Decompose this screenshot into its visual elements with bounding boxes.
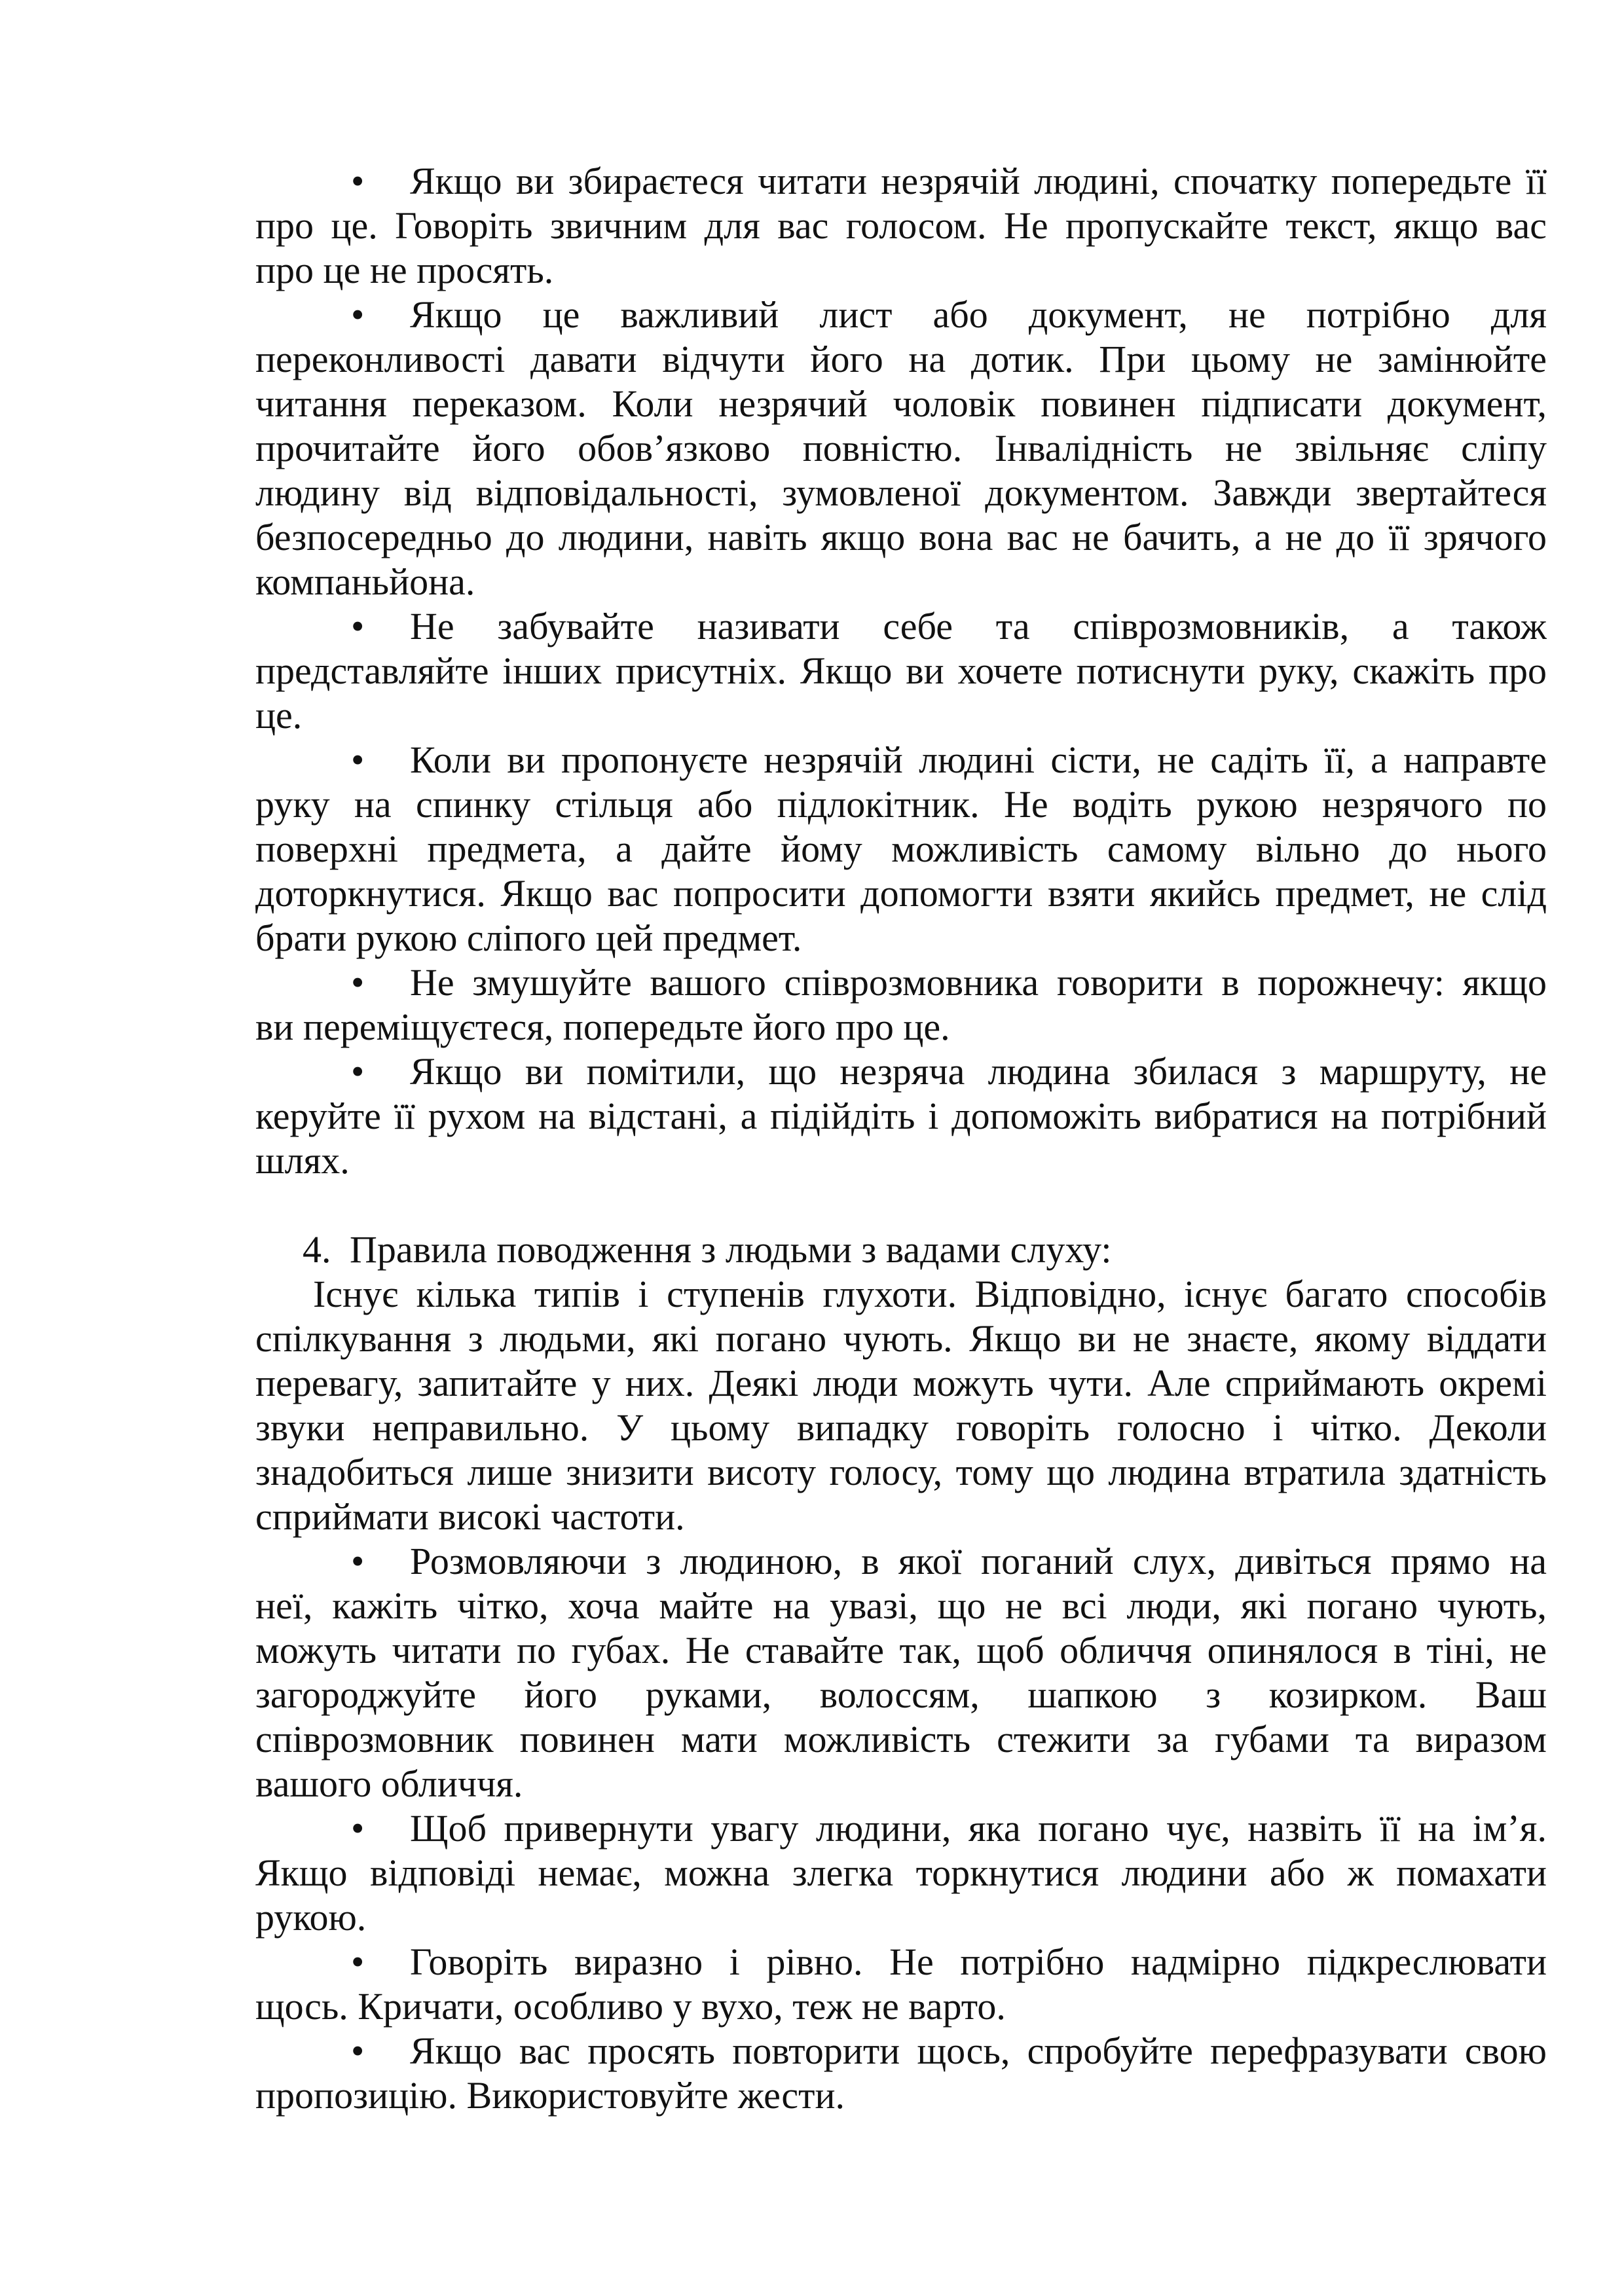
bullet-marker: • — [351, 605, 365, 647]
line-text: переконливості давати відчути його на дотик. При цьому не замінюйте — [255, 338, 1547, 380]
bullet-marker: • — [351, 1050, 365, 1093]
text-line — [255, 1851, 1547, 1895]
line-text: керуйте її рухом на відстані, а підійдіть і допоможіть вибратися на потрібний — [255, 1095, 1547, 1137]
line-text: Якщо ви помітили, що незряча людина збилася з маршруту, не — [410, 1050, 1547, 1093]
line-text: перевагу, запитайте у них. Деякі люди можуть чути. Але сприймають окремі — [255, 1362, 1547, 1404]
line-text: Існує кілька типів і ступенів глухоти. Відповідно, існує багато способів — [313, 1273, 1547, 1315]
text-line — [255, 1406, 1547, 1450]
text-line — [255, 337, 1547, 382]
text-line — [255, 293, 1547, 337]
bullet-marker: • — [351, 961, 365, 1004]
line-text: читання переказом. Коли незрячий чоловік повинен підписати документ, — [255, 382, 1547, 425]
line-text: шлях. — [255, 1139, 350, 1182]
bullet-item — [255, 738, 1547, 960]
bullet-item — [255, 159, 1547, 293]
line-text: про це не просять. — [255, 249, 554, 291]
text-line — [255, 1673, 1547, 1717]
line-text: руку на спинку стільця або підлокітник. Не водіть рукою незрячого по — [255, 783, 1547, 826]
line-text: безпосередньо до людини, навіть якщо вона вас не бачить, а не до її зрячого — [255, 516, 1547, 558]
text-line — [255, 1806, 1547, 1851]
text-line — [255, 738, 1547, 782]
text-line — [255, 1139, 1547, 1183]
line-text: рукою. — [255, 1896, 367, 1939]
line-text: Не змушуйте вашого співрозмовника говорити в порожнечу: якщо — [410, 961, 1547, 1004]
line-text: пропозицію. Використовуйте жести. — [255, 2074, 845, 2117]
line-text: Якщо відповіді немає, можна злегка торкнутися людини або ж помахати — [255, 1851, 1547, 1894]
bullet-marker: • — [351, 2030, 365, 2072]
text-line — [255, 782, 1547, 827]
blank-line — [255, 1183, 1547, 1228]
line-text: представляйте інших присутніх. Якщо ви хочете потиснути руку, скажіть про — [255, 649, 1547, 692]
text-line — [255, 1094, 1547, 1139]
text-line — [255, 426, 1547, 471]
bullet-marker: • — [351, 1807, 365, 1850]
line-text: знадобиться лише знизити висоту голосу, тому що людина втратила здатність — [255, 1451, 1547, 1493]
line-text: Говоріть виразно і рівно. Не потрібно надмірно підкреслювати — [410, 1941, 1547, 1983]
text-line — [255, 916, 1547, 960]
text-line — [255, 827, 1547, 871]
line-text: брати рукою сліпого цей предмет. — [255, 917, 802, 959]
paragraph — [255, 1272, 1547, 1539]
text-line — [255, 1940, 1547, 1984]
line-text: співрозмовник повинен мати можливість стежити за губами та виразом — [255, 1718, 1547, 1760]
bullet-item — [255, 2029, 1547, 2118]
bullet-marker: • — [351, 738, 365, 781]
bullet-item — [255, 1049, 1547, 1183]
text-line — [255, 649, 1547, 693]
line-text: сприймати високі частоти. — [255, 1495, 685, 1538]
text-line — [255, 604, 1547, 649]
bullet-marker: • — [351, 293, 365, 336]
text-line — [255, 1272, 1547, 1317]
bullet-item — [255, 293, 1547, 604]
text-line — [255, 1895, 1547, 1940]
line-text: людину від відповідальності, зумовленої документом. Завжди звертайтеся — [255, 471, 1547, 514]
line-text: Розмовляючи з людиною, в якої поганий слух, дивіться прямо на — [410, 1540, 1547, 1582]
bullet-marker: • — [351, 1540, 365, 1582]
line-text: Коли ви пропонуєте незрячій людині сісти, не садіть її, а направте — [410, 738, 1547, 781]
line-text: Якщо це важливий лист або документ, не потрібно для — [410, 293, 1547, 336]
text-line — [255, 1717, 1547, 1762]
bullet-item — [255, 1806, 1547, 1940]
line-text: прочитайте його обов’язково повністю. Інвалідність не звільняє сліпу — [255, 427, 1547, 469]
bullet-item — [255, 604, 1547, 738]
line-text: це. — [255, 694, 303, 737]
line-text: поверхні предмета, а дайте йому можливість самому вільно до нього — [255, 828, 1547, 870]
line-text: неї, кажіть чітко, хоча майте на увазі, що не всі люди, які погано чують, — [255, 1584, 1547, 1627]
text-line — [255, 560, 1547, 604]
text-line — [255, 1762, 1547, 1806]
bullet-marker: • — [351, 160, 365, 202]
text-line — [255, 159, 1547, 204]
line-text: щось. Кричати, особливо у вухо, теж не варто. — [255, 1985, 1006, 2028]
document-body — [255, 159, 1547, 2118]
line-text: доторкнутися. Якщо вас попросити допомогти взяти якийсь предмет, не слід — [255, 872, 1547, 915]
line-text: про це. Говоріть звичним для вас голосом. Не пропускайте текст, якщо вас — [255, 204, 1547, 247]
text-line — [255, 1539, 1547, 1584]
bullet-item — [255, 1539, 1547, 1806]
line-text: Правила поводження з людьми з вадами слуху: — [350, 1228, 1112, 1271]
bullet-marker: • — [351, 1941, 365, 1983]
text-line — [255, 1984, 1547, 2029]
text-line — [255, 1317, 1547, 1361]
line-text: можуть читати по губах. Не ставайте так, щоб обличчя опинялося в тіні, не — [255, 1629, 1547, 1671]
text-line — [255, 1049, 1547, 1094]
text-line — [255, 960, 1547, 1005]
text-line — [255, 515, 1547, 560]
line-text: Не забувайте називати себе та співрозмовників, а також — [410, 605, 1547, 647]
text-line — [255, 1228, 1547, 1272]
text-line — [255, 1450, 1547, 1495]
bullet-item — [255, 960, 1547, 1049]
line-text: спілкування з людьми, які погано чують. Якщо ви не знаєте, якому віддати — [255, 1317, 1547, 1360]
line-text: Щоб привернути увагу людини, яка погано чує, назвіть її на ім’я. — [410, 1807, 1547, 1850]
line-text: загороджуйте його руками, волоссям, шапкою з козирком. Ваш — [255, 1673, 1547, 1716]
text-line — [255, 1628, 1547, 1673]
text-line — [255, 1584, 1547, 1628]
line-text: Якщо вас просять повторити щось, спробуйте перефразувати свою — [410, 2030, 1547, 2072]
text-line — [255, 1361, 1547, 1406]
line-text: вашого обличчя. — [255, 1762, 523, 1805]
text-line — [255, 1495, 1547, 1539]
text-line — [255, 2073, 1547, 2118]
list-number: 4. — [303, 1228, 331, 1271]
text-line — [255, 204, 1547, 248]
line-text: Якщо ви збираєтеся читати незрячій людині, спочатку попередьте її — [410, 160, 1547, 202]
text-line — [255, 382, 1547, 426]
text-line — [255, 1005, 1547, 1049]
text-line — [255, 871, 1547, 916]
text-line — [255, 693, 1547, 738]
line-text: звуки неправильно. У цьому випадку говоріть голосно і чітко. Деколи — [255, 1406, 1547, 1449]
text-line — [255, 248, 1547, 293]
line-text: ви переміщуєтеся, попередьте його про це. — [255, 1006, 950, 1048]
section-heading — [255, 1228, 1547, 1272]
bullet-item — [255, 1940, 1547, 2029]
text-line — [255, 471, 1547, 515]
text-line — [255, 2029, 1547, 2073]
line-text: компаньйона. — [255, 560, 475, 603]
